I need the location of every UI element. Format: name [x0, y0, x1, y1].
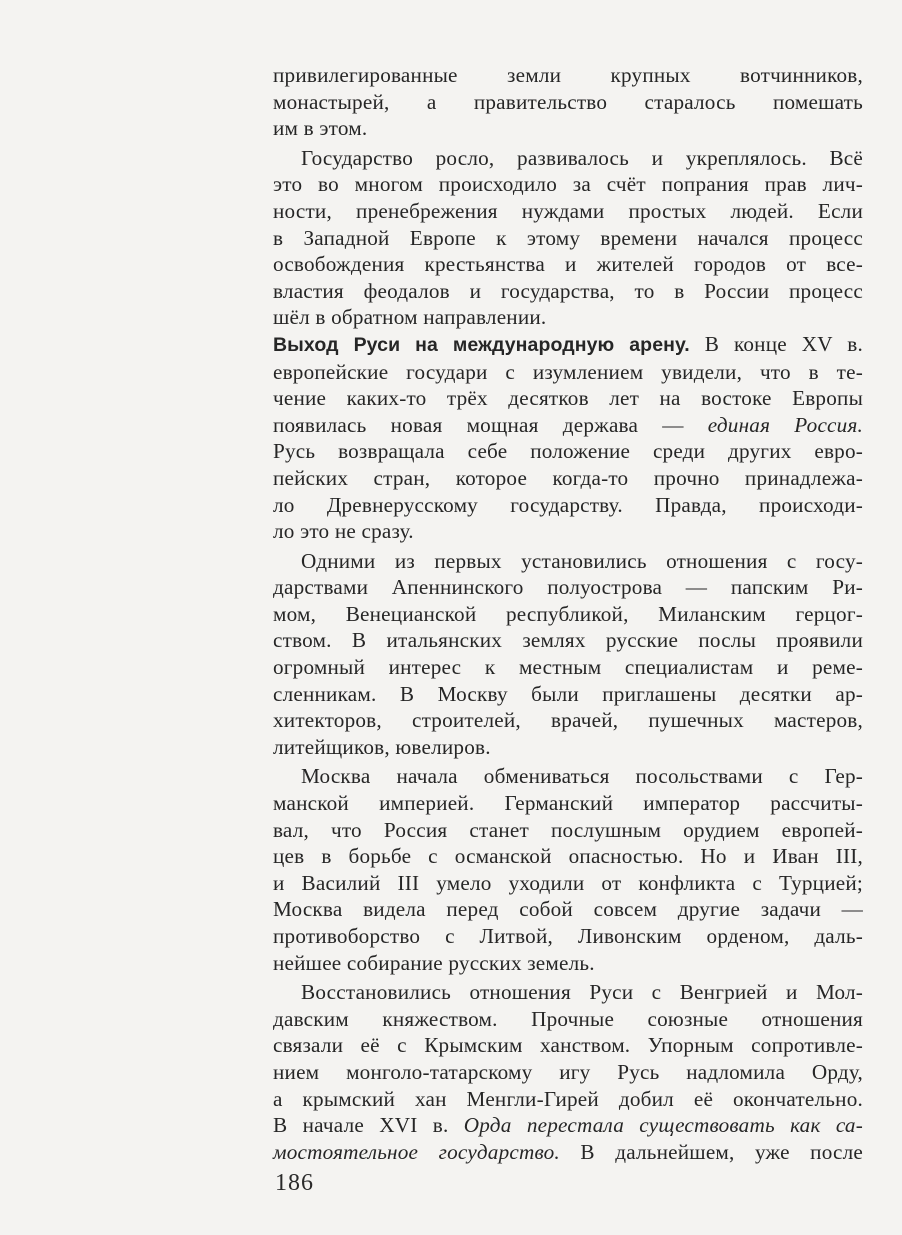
text-line: мом, Венецианской республикой, Миланским герцог-	[273, 601, 863, 626]
text-line	[273, 1112, 863, 1139]
text-line: нием монголо-татарскому игу Русь надломила Орду,	[273, 1059, 863, 1084]
text-line	[273, 1139, 863, 1166]
text-line: Восстановились отношения Руси с Венгрией и Мол-	[301, 980, 863, 1005]
text-fragment: В дальнейшем, уже после	[580, 1139, 864, 1164]
text-line: цев в борьбе с османской опасностью. Но и Иван III,	[273, 844, 863, 869]
italic-text: единая Россия.	[707, 412, 863, 437]
text-line: в Западной Европе к этому времени начался процесс	[273, 225, 863, 250]
text-line: ством. В итальянских землях русские послы проявили	[273, 628, 863, 653]
text-line: хитекторов, строителей, врачей, пушечных мастеров,	[273, 708, 863, 733]
text-line: пейских стран, которое когда-то прочно принадлежа-	[273, 465, 863, 490]
paragraph-2	[273, 145, 863, 331]
page-number: 186	[275, 1170, 314, 1196]
section-heading: Выход Руси на международную арену.	[273, 333, 690, 356]
text-line: Москва начала обмениваться посольствами с Гер-	[301, 764, 863, 789]
text-line: литейщиков, ювелиров.	[273, 734, 491, 759]
text-line: а крымский хан Менгли-Гирей добил её окончательно.	[273, 1086, 863, 1111]
text-line: давским княжеством. Прочные союзные отношения	[273, 1006, 863, 1031]
text-line: освобождения крестьянства и жителей городов от все-	[273, 252, 863, 277]
text-line	[273, 331, 863, 359]
text-line: сленникам. В Москву были приглашены десятки ар-	[273, 681, 863, 706]
text-line: властия феодалов и государства, то в России процесс	[273, 278, 863, 303]
text-line: огромный интерес к местным специалистам и реме-	[273, 655, 863, 680]
text-line	[273, 412, 863, 439]
text-line: ло это не сразу.	[273, 519, 414, 544]
text-line: вал, что Россия станет послушным орудием европей-	[273, 817, 863, 842]
text-line: чение каких-то трёх десятков лет на востоке Европы	[273, 386, 863, 411]
text-line: привилегированные земли крупных вотчинников,	[273, 63, 863, 87]
text-line: противоборство с Литвой, Ливонским орденом, даль-	[273, 924, 863, 948]
text-line: Русь возвращала себе положение среди других евро-	[273, 439, 863, 464]
text-line: Москва видела перед собой совсем другие задачи —	[273, 897, 863, 922]
text-line: Государство росло, развивалось и укреплялось. Всё	[301, 145, 863, 170]
text-line: им в этом.	[273, 116, 368, 141]
text-fragment: В начале XVI в.	[273, 1113, 449, 1138]
paragraph-3	[273, 331, 863, 545]
paragraph-1	[273, 62, 863, 142]
italic-text: мостоятельное государство.	[273, 1139, 560, 1164]
text-line: ности, пренебрежения нуждами простых людей. Если	[273, 198, 863, 223]
text-fragment: В конце XV в.	[704, 331, 863, 356]
text-line: европейские государи с изумлением увидели, что в те-	[273, 359, 863, 384]
text-line: манской империей. Германский император рассчиты-	[273, 791, 863, 816]
text-line: дарствами Апеннинского полуострова — папским Ри-	[273, 575, 863, 600]
paragraph-6	[273, 979, 863, 1165]
text-line: монастырей, а правительство старалось помешать	[273, 89, 863, 114]
paragraph-5	[273, 763, 863, 976]
text-line: это во многом происходило за счёт попрания прав лич-	[273, 172, 863, 197]
text-line: шёл в обратном направлении.	[273, 305, 547, 330]
italic-text: Орда перестала существовать как са-	[463, 1113, 863, 1138]
text-line: и Василий III умело уходили от конфликта с Турцией;	[273, 870, 863, 895]
text-fragment: появилась новая мощная держава —	[273, 412, 684, 437]
text-line: ло Древнерусскому государству. Правда, происходи-	[273, 492, 863, 517]
text-line: связали её с Крымским ханством. Упорным сопротивле-	[273, 1033, 863, 1058]
body-text	[273, 62, 863, 1165]
text-line: нейшее собирание русских земель.	[273, 950, 595, 975]
paragraph-4	[273, 548, 863, 761]
text-line: Одними из первых установились отношения с госу-	[301, 548, 863, 573]
